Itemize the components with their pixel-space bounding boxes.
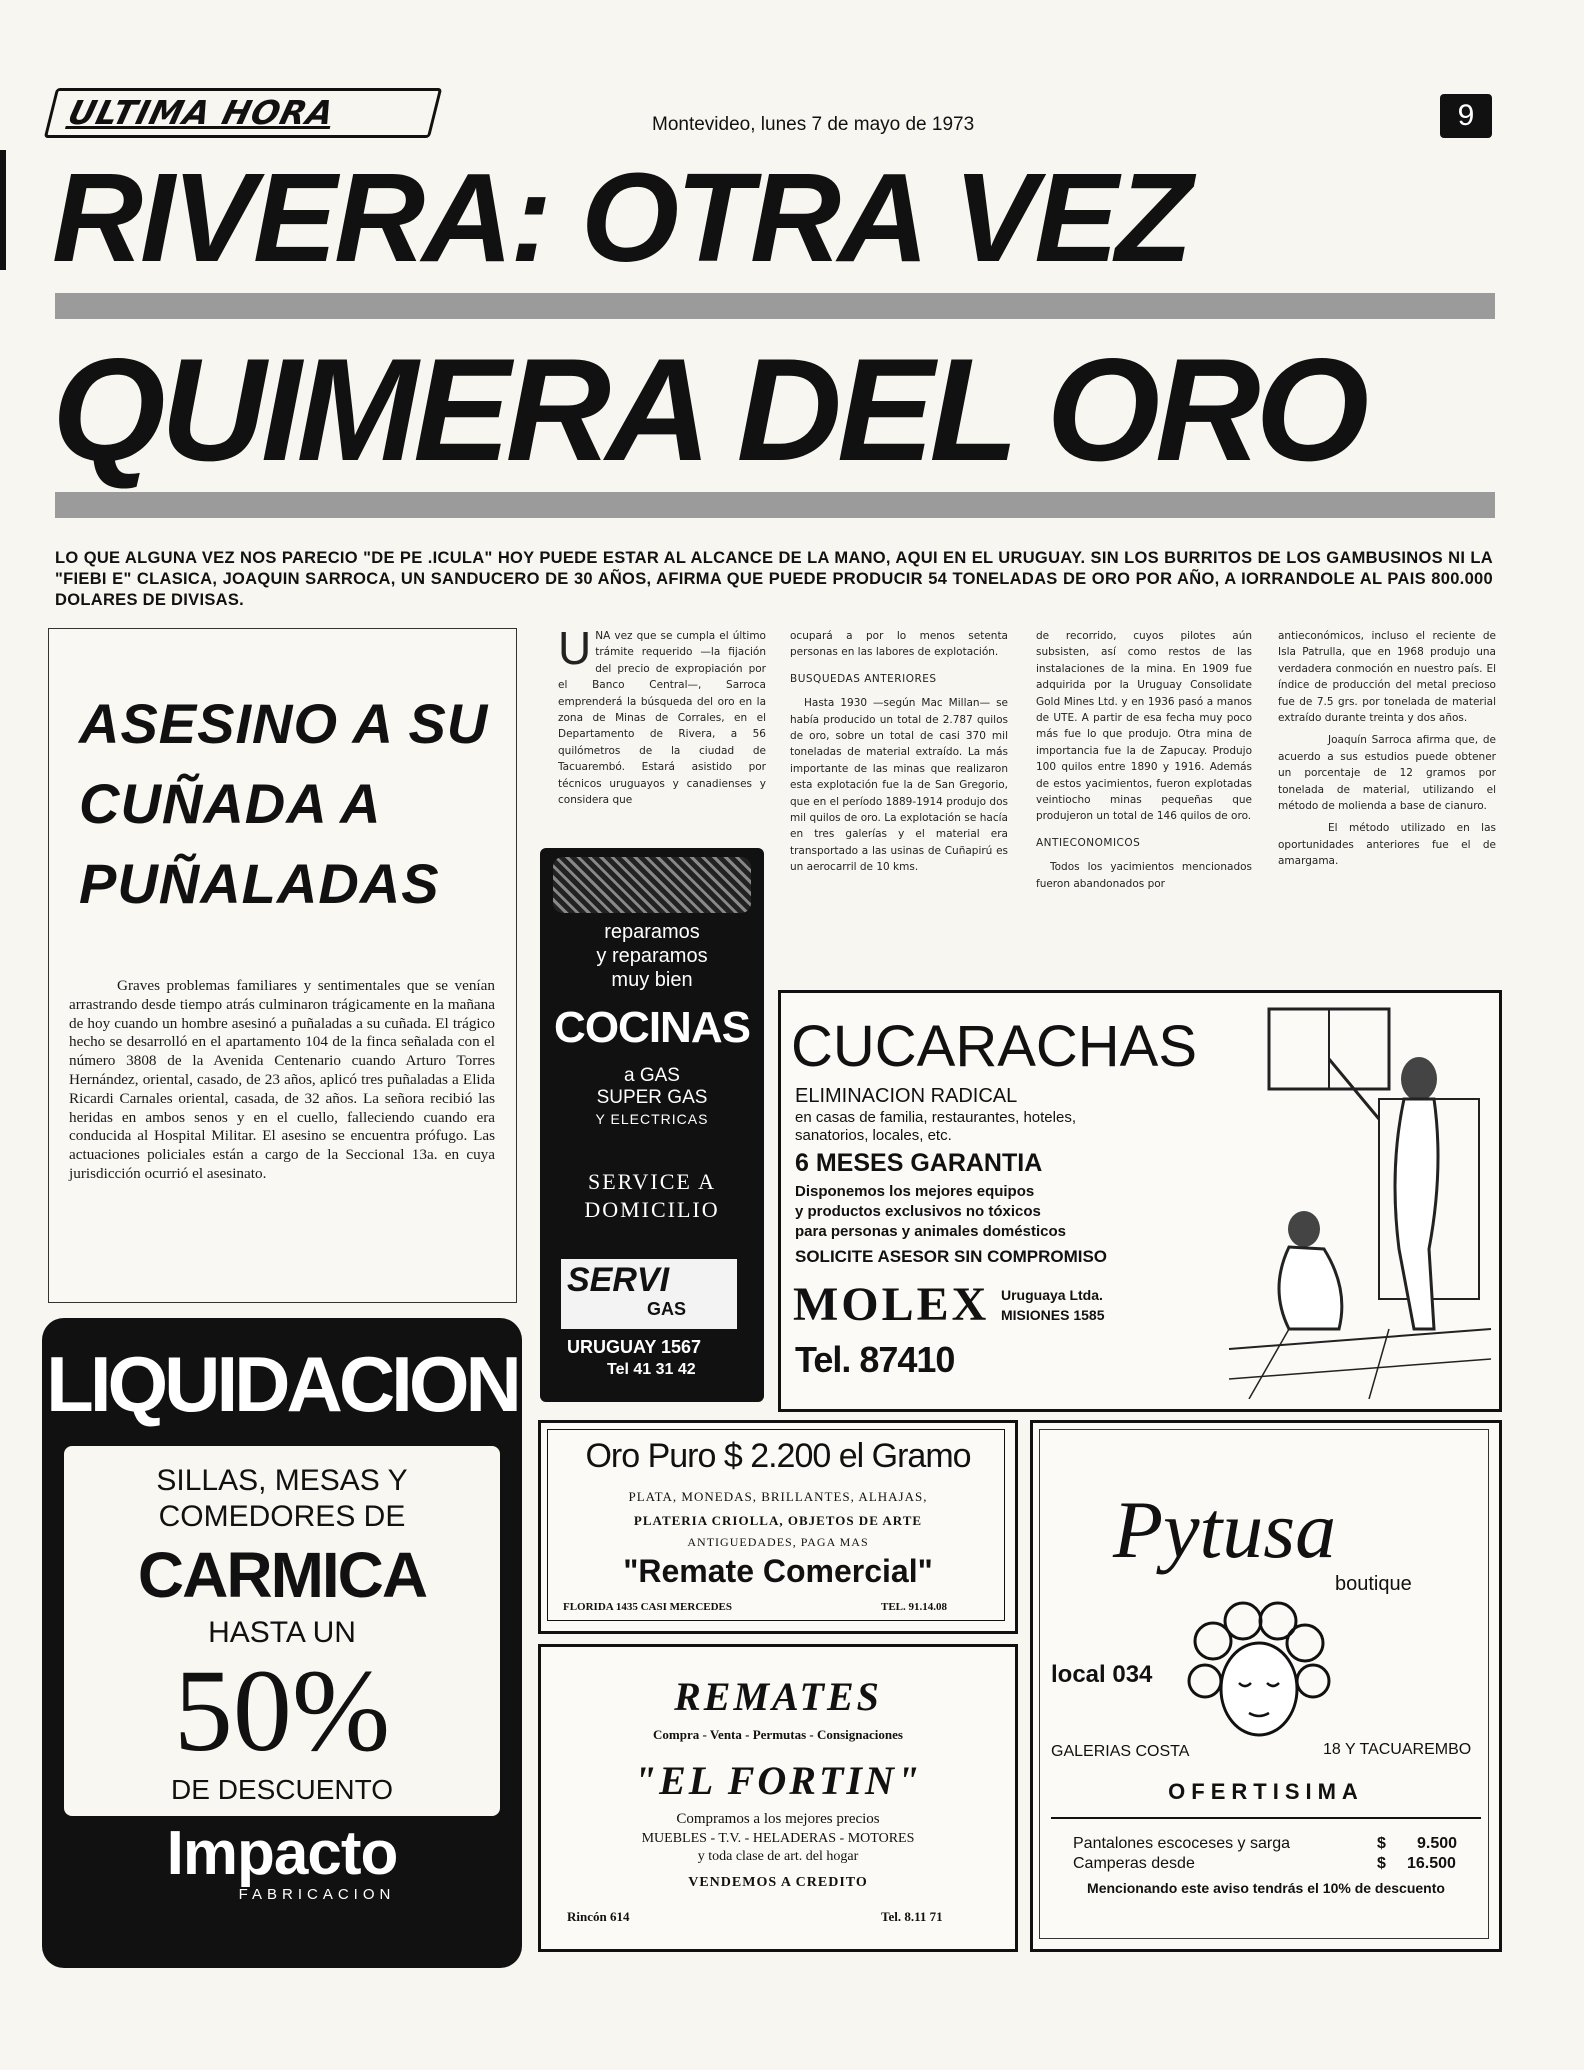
molex-sub-1: Uruguaya Ltda. [1001, 1287, 1103, 1303]
cucarachas-line-4: y productos exclusivos no tóxicos [795, 1203, 1041, 1220]
discount-percent: 50% [173, 1645, 391, 1776]
servigas-electricas: Y ELECTRICAS [595, 1111, 709, 1127]
pytusa-local: local 034 [1051, 1661, 1153, 1688]
oro-line-3: ANTIGUEDADES, PAGA MAS [687, 1535, 869, 1549]
story-column-1 [558, 622, 766, 808]
story-column-4-end: El método utilizado en las oportunidades anteriores fue el de amargama. [1278, 822, 1496, 868]
molex-sub-2: MISIONES 1585 [1001, 1307, 1105, 1323]
woman-face-illustration [1183, 1601, 1333, 1751]
story-column-4-quote: Joaquín Sarroca afirma que, de acuerdo a sus estudios puede obtener un porcentaje de 12 gramos por tonelada de material, utilizando el método de molienda a base de cianuro. [1278, 734, 1496, 813]
servigas-supergas: SUPER GAS [596, 1087, 708, 1108]
headline-rule-2 [55, 492, 1495, 518]
oro-tel: TEL. 91.14.08 [881, 1601, 948, 1613]
servigas-cocinas: COCINAS [554, 1003, 750, 1052]
exterminator-illustration [1229, 999, 1491, 1399]
servigas-service-2: DOMICILIO [584, 1197, 720, 1222]
story-column-2 [790, 628, 1008, 876]
servigas-address: URUGUAY 1567 [567, 1337, 702, 1357]
pytusa-price-2-symbol: $ [1377, 1855, 1386, 1872]
crime-story-body: Graves problemas familiares y sentimentales que se venían arrastrando desde tiempo atrás culminaron trágicamente en la mañana de hoy cuando un hombre asesinó a puñaladas a su cuñada. El trágico hecho se desarrolló en el apartamento 104 de la finca señalada con el número 3808 de la Avenida Centenario cuando Arturo Torres Hernández, oriental, casado, de 23 años, aplicó tres puñaladas a Elida Ricardi Carnales oriental, casada, de 32 años. La señora recibió las heridas en ambos senos y en el cuello, falleciendo cuando era conducida al Hospital Militar. El asesino se encuentra prófugo. Las actuaciones policiales están a cargo de la Seccional 13a. en cuya jurisdicción ocurrió el asesinato. [69, 977, 495, 1182]
oro-puro-ad [538, 1420, 1018, 1634]
liquidacion-ad [42, 1318, 522, 1968]
cucarachas-cta: SOLICITE ASESOR SIN COMPROMISO [795, 1247, 1108, 1266]
story-column-3-end: Todos los yacimientos mencionados fueron abandonados por [1036, 861, 1252, 890]
story-column-3-text: de recorrido, cuyos pilotes aún subsisten, así como restos de las instalaciones de la mina. En 1909 fue adquirida por la Uruguay Consolidate Gold Mines Ltd. y en 1936 pasó a manos de UTE. A partir de esa fecha muy poco más fue lo que produjo. Otra mina de importancia fue la de Zapucay. Produjo 100 quilos entre 1890 y 1916. Además de estos yacimientos, fueron explotadas veintiocho minas pequeñas que produjeron un total de 146 quilos de oro. [1036, 630, 1252, 823]
left-edge-rule [0, 150, 6, 270]
crime-headline-1: ASESINO A SU [79, 692, 489, 755]
crime-headline-2: CUÑADA A [79, 772, 382, 835]
liquidacion-line-3: HASTA UN [208, 1616, 356, 1649]
cucarachas-tel: Tel. 87410 [795, 1339, 955, 1380]
servigas-brand: SERVI [567, 1261, 670, 1299]
servigas-service-1: SERVICE A [587, 1169, 717, 1194]
pytusa-brand: Pytusa [1113, 1484, 1337, 1575]
story-column-4-text: antieconómicos, incluso el reciente de Isla Patrulla, que en 1968 produjo una verdadera conmoción en nuestro país. El índice de producción del metal precioso fue de 7.5 grs. por tonelada de material extraído durante treinta y dos años. [1278, 630, 1496, 725]
cucarachas-line-5: para personas y animales domésticos [795, 1223, 1066, 1240]
drop-cap: U [558, 622, 592, 674]
servigas-gas: a GAS [624, 1065, 680, 1086]
servigas-line-1: reparamos [604, 921, 700, 943]
servigas-brand-gas: GAS [647, 1299, 687, 1319]
pytusa-price-2: 16.500 [1407, 1855, 1456, 1872]
pytusa-item-2: Camperas desde [1073, 1855, 1195, 1872]
servigas-line-3: muy bien [611, 969, 693, 991]
liquidacion-line-4: DE DESCUENTO [171, 1774, 393, 1805]
cucarachas-line-1: en casas de familia, restaurantes, hoteles, [795, 1109, 1076, 1126]
liquidacion-line-2: COMEDORES DE [158, 1500, 406, 1533]
story-column-2-intro: ocupará a por lo menos setenta personas en las labores de explotación. [790, 630, 1008, 659]
molex-brand: MOLEX [793, 1278, 990, 1331]
headline-line-2: QUIMERA DEL ORO [52, 328, 1365, 491]
servigas-brand-block [561, 1259, 737, 1329]
dateline: Montevideo, lunes 7 de mayo de 1973 [652, 114, 975, 135]
carmica-brand: CARMICA [137, 1539, 427, 1611]
impacto-brand: Impacto [166, 1819, 398, 1888]
cucarachas-line-2: sanatorios, locales, etc. [795, 1127, 952, 1144]
headline-rule-1 [55, 293, 1495, 319]
remates-address: Rincón 614 [567, 1909, 630, 1924]
servigas-tel: Tel 41 31 42 [607, 1361, 696, 1378]
oro-title: Oro Puro $ 2.200 el Gramo [585, 1437, 971, 1475]
story-column-3 [1036, 628, 1252, 892]
page-number: 9 [1440, 94, 1492, 138]
cucarachas-guarantee: 6 MESES GARANTIA [795, 1149, 1043, 1177]
cucarachas-ad [778, 990, 1502, 1412]
pytusa-note: Mencionando este aviso tendrás el 10% de descuento [1087, 1880, 1445, 1896]
oro-business-name: "Remate Comercial" [623, 1553, 933, 1589]
liquidacion-title: LIQUIDACION [46, 1340, 518, 1428]
story-column-4 [1278, 628, 1496, 870]
impacto-sub: FABRICACION [238, 1886, 396, 1903]
remates-line-3: MUEBLES - T.V. - HELADERAS - MOTORES [641, 1831, 915, 1846]
deck: LO QUE ALGUNA VEZ NOS PARECIO "DE PE .ICULA" HOY PUEDE ESTAR AL ALCANCE DE LA MANO, AQUI EN EL URUGUAY. SIN LOS BURRITOS DE LOS GAMBUSINOS NI LA "FIEBI E" CLASICA, JOAQUIN SARROCA, UN SANDUCERO DE 30 AÑOS, AFIRMA QUE PUEDE PRODUCIR 54 TONELADAS DE ORO POR AÑO, A IORRANDOLE AL PAIS 800.000 DOLARES DE DIVISAS. [55, 549, 1493, 609]
pytusa-gallery: GALERIAS COSTA [1051, 1743, 1190, 1760]
oro-address: FLORIDA 1435 CASI MERCEDES [563, 1601, 732, 1613]
subhead-busquedas: BUSQUEDAS ANTERIORES [790, 672, 937, 685]
servigas-ad [540, 848, 764, 1402]
pytusa-rule [1051, 1817, 1481, 1819]
headline-line-1: RIVERA: OTRA VEZ [52, 147, 1190, 288]
remates-tel: Tel. 8.11 71 [881, 1909, 943, 1924]
pytusa-corner: 18 Y TACUAREMBO [1323, 1741, 1472, 1758]
liquidacion-line-1: SILLAS, MESAS Y [156, 1464, 408, 1497]
story-column-2-text: Hasta 1930 —según Mac Millan— se había producido un total de 2.787 quilos de oro, sobre un total de casi 370 mil toneladas de material extraído. La más importante de las minas que realizaron esta explotación fue la de San Gregorio, que en el período 1889-1914 produjo dos mil quilos de oro. La explotación se hacía en tres galerías y el material era transportado a las usinas de Cuñapirú es un aerocarril de 10 kms. [790, 697, 1008, 874]
remates-title: REMATES [674, 1674, 882, 1719]
masthead [0, 0, 1584, 150]
remates-ad [538, 1644, 1018, 1952]
story-column-1-text: NA vez que se cumpla el último trámite requerido —la fijación del precio de expropiación por el Banco Central—, Sarroca emprenderá la búsqueda del oro en la zona de Minas de Corrales, en el Departamento de Rivera, a 56 quilómetros de la ciudad de Tacuarembó. Estará asistido por técnicos uruguayos y canadienses y considera que [558, 630, 766, 807]
remates-line-5: VENDEMOS A CREDITO [688, 1875, 868, 1890]
subhead-antieconomicos: ANTIECONOMICOS [1036, 836, 1141, 849]
cucarachas-title: CUCARACHAS [791, 1014, 1198, 1079]
cucarachas-line-3: Disponemos los mejores equipos [795, 1183, 1035, 1200]
pytusa-price-1-symbol: $ [1377, 1835, 1386, 1852]
pytusa-price-1: 9.500 [1417, 1835, 1458, 1852]
el-fortin-name: "EL FORTIN" [633, 1758, 923, 1803]
liquidacion-panel [64, 1446, 500, 1816]
servigas-ornament-top [553, 857, 751, 913]
pytusa-sub: boutique [1335, 1573, 1412, 1595]
pytusa-ad [1030, 1420, 1502, 1952]
remates-line-4: y toda clase de art. del hogar [697, 1849, 859, 1864]
crime-story-box [48, 628, 517, 1303]
cucarachas-subtitle: ELIMINACION RADICAL [795, 1085, 1018, 1107]
crime-headline-3: PUÑALADAS [79, 852, 440, 915]
servigas-line-2: y reparamos [596, 945, 708, 967]
remates-line-2: Compramos a los mejores precios [676, 1811, 880, 1827]
oro-line-1: PLATA, MONEDAS, BRILLANTES, ALHAJAS, [628, 1489, 928, 1504]
remates-line-1: Compra - Venta - Permutas - Consignaciones [653, 1727, 903, 1742]
oro-line-2: PLATERIA CRIOLLA, OBJETOS DE ARTE [633, 1513, 923, 1528]
masthead-logo: ULTIMA HORA [44, 88, 442, 138]
pytusa-offer: OFERTISIMA [1168, 1779, 1364, 1804]
pytusa-item-1: Pantalones escoceses y sarga [1073, 1835, 1291, 1852]
